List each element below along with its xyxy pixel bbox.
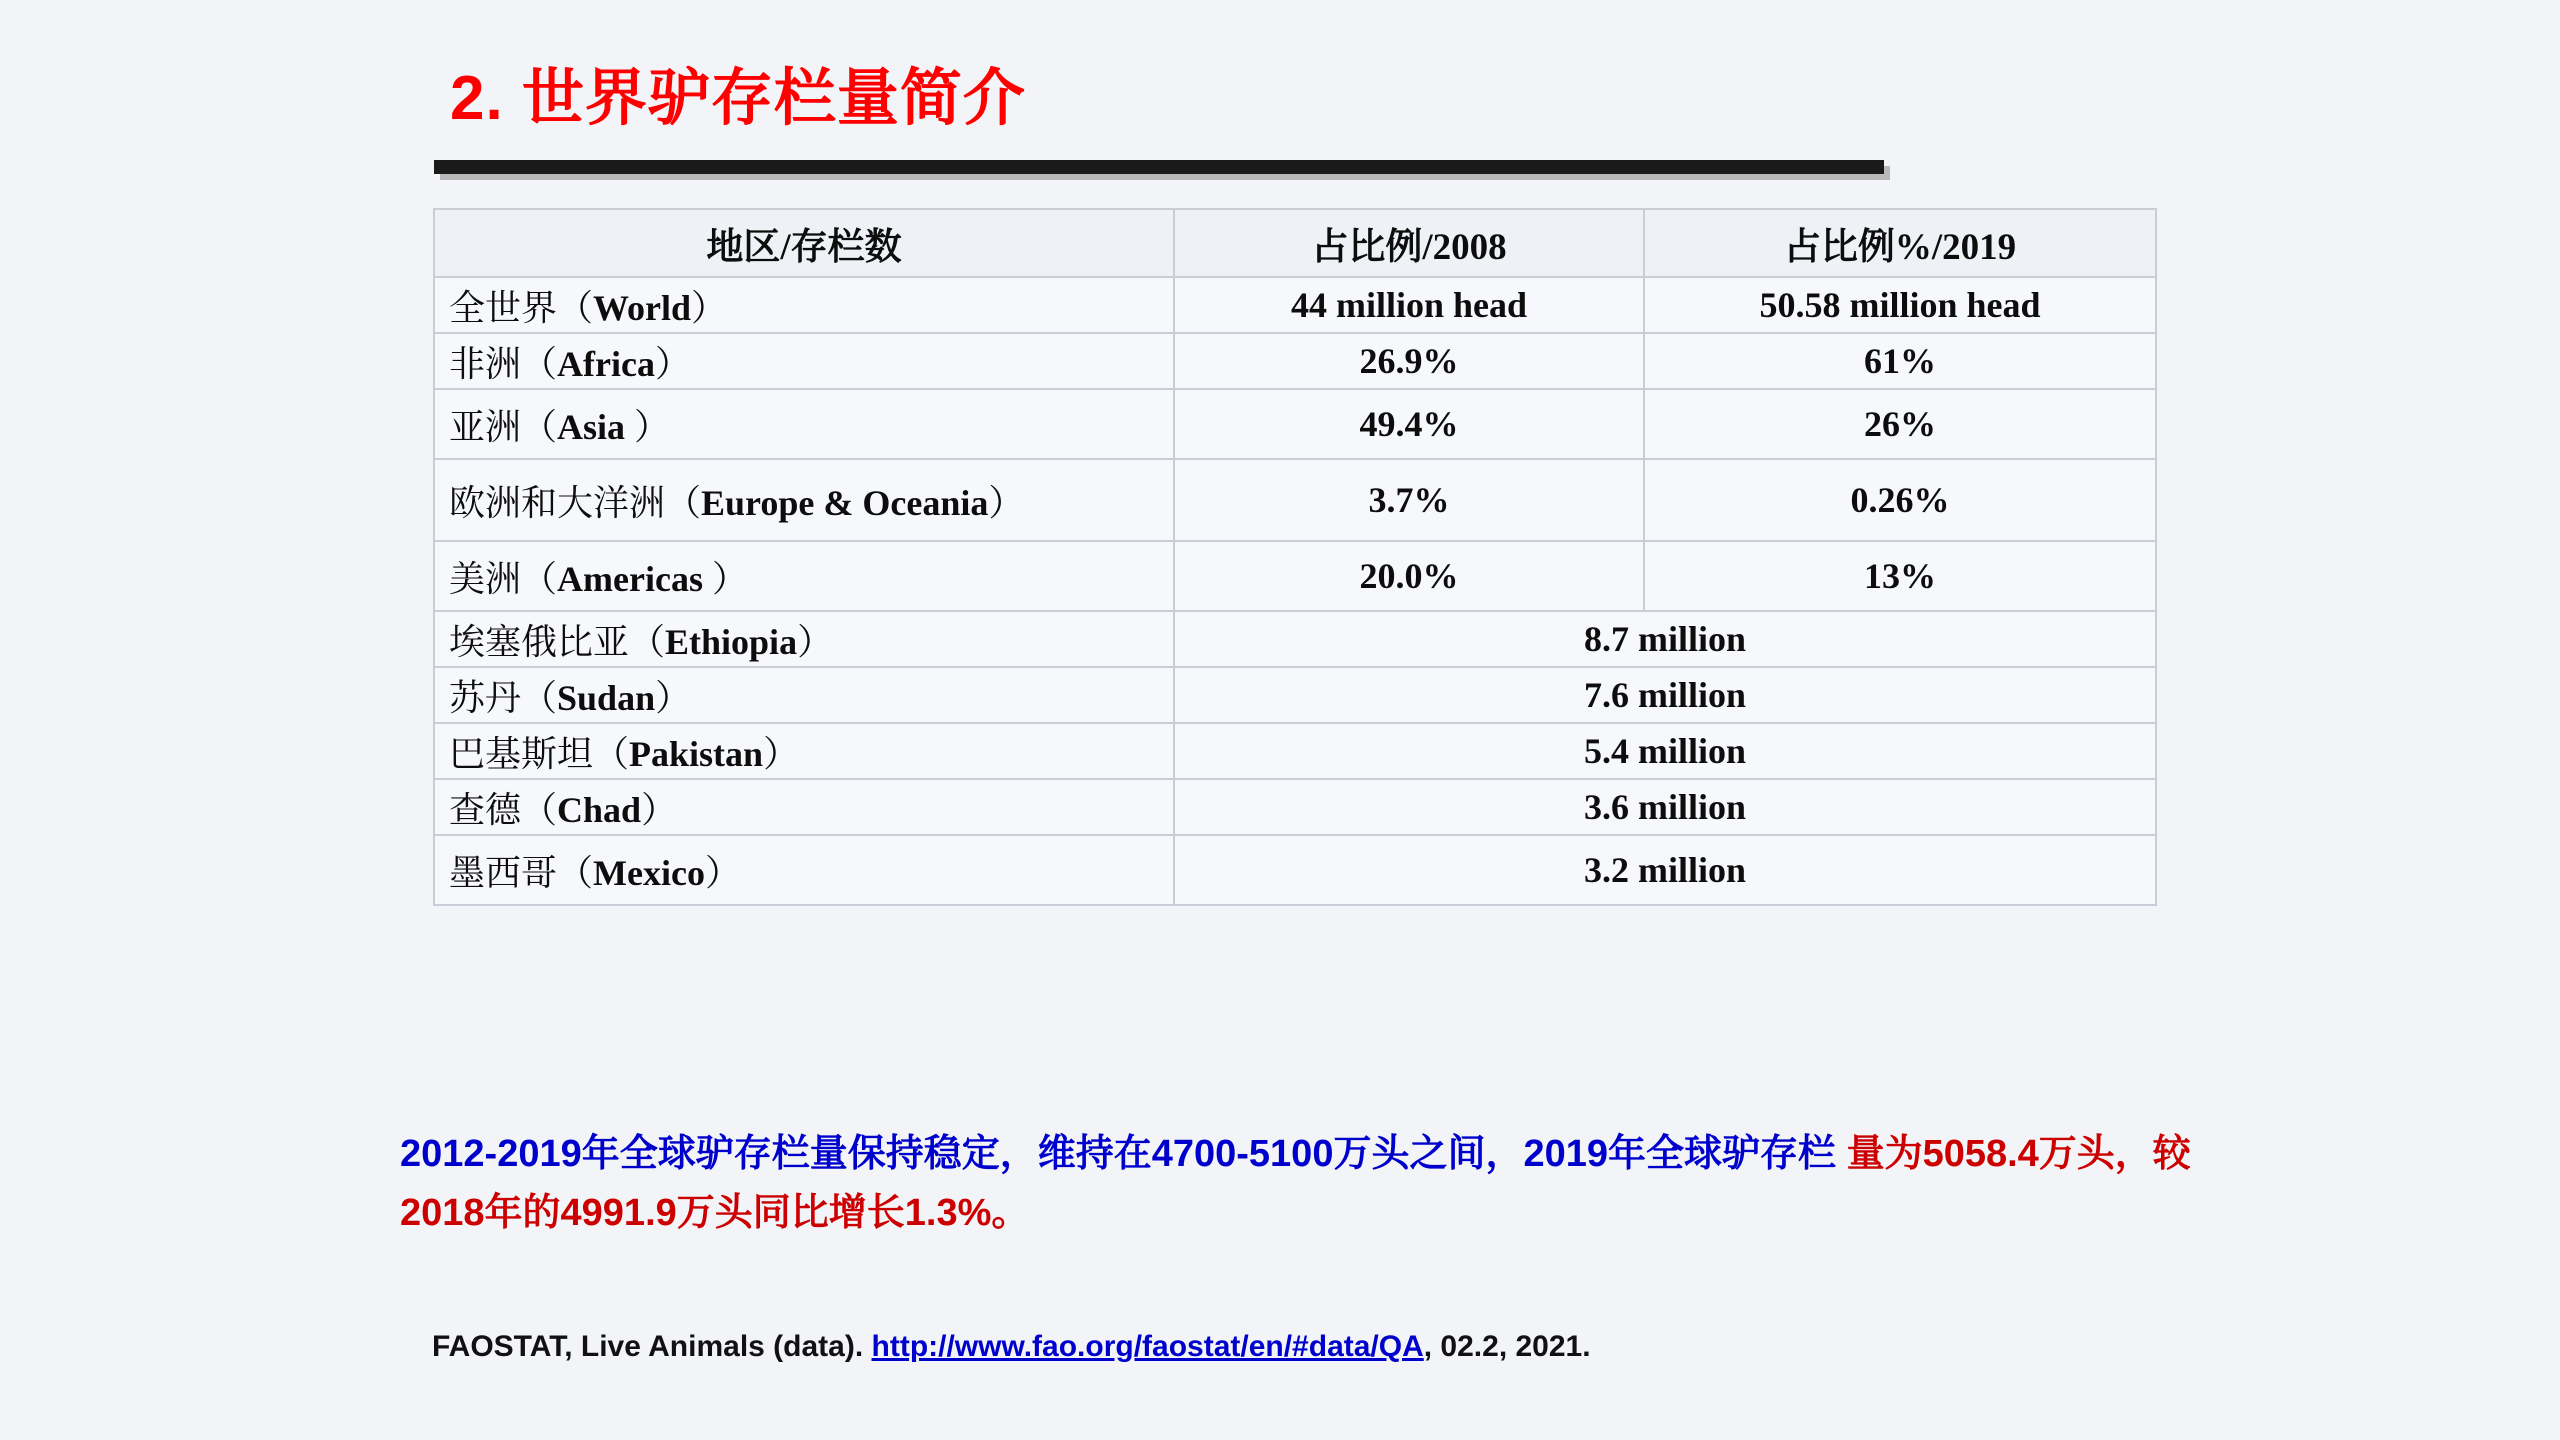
- table-cell-region: 全世界（World）: [434, 277, 1174, 333]
- table-row: [434, 277, 2156, 333]
- table-cell-region: 墨西哥（Mexico）: [434, 835, 1174, 905]
- table-cell-value-2019: 61%: [1644, 333, 2156, 389]
- table-cell-region: 美洲（Americas ）: [434, 541, 1174, 611]
- table-row: [434, 667, 2156, 723]
- table-row: [434, 459, 2156, 541]
- donkey-population-table: [433, 208, 2155, 906]
- table-row: [434, 723, 2156, 779]
- table-cell-value-2008: 49.4%: [1174, 389, 1644, 459]
- source-citation: [432, 1330, 1591, 1364]
- summary-note: [400, 1125, 2200, 1243]
- table-header-cell-2: 占比例%/2019: [1644, 209, 2156, 277]
- table-cell-value-merged: 5.4 million: [1174, 723, 2156, 779]
- table-cell-region: 欧洲和大洋洲（Europe & Oceania）: [434, 459, 1174, 541]
- table-row: [434, 333, 2156, 389]
- table-cell-region: 亚洲（Asia ）: [434, 389, 1174, 459]
- source-prefix: FAOSTAT, Live Animals (data).: [432, 1330, 872, 1363]
- table-cell-value-merged: 8.7 million: [1174, 611, 2156, 667]
- table: [433, 208, 2157, 906]
- table-header-row: [434, 209, 2156, 277]
- table-cell-region: 非洲（Africa）: [434, 333, 1174, 389]
- table-cell-value-2008: 44 million head: [1174, 277, 1644, 333]
- table-cell-value-2008: 26.9%: [1174, 333, 1644, 389]
- table-cell-value-2019: 50.58 million head: [1644, 277, 2156, 333]
- table-header-cell-1: 占比例/2008: [1174, 209, 1644, 277]
- table-row: [434, 611, 2156, 667]
- page-title: 2. 世界驴存栏量简介: [450, 64, 1026, 133]
- table-cell-value-merged: 3.2 million: [1174, 835, 2156, 905]
- table-cell-value-merged: 3.6 million: [1174, 779, 2156, 835]
- table-row: [434, 541, 2156, 611]
- table-cell-region: 苏丹（Sudan）: [434, 667, 1174, 723]
- table-cell-value-2019: 26%: [1644, 389, 2156, 459]
- source-link[interactable]: http://www.fao.org/faostat/en/#data/QA: [871, 1330, 1424, 1363]
- table-cell-value-2019: 13%: [1644, 541, 2156, 611]
- summary-note-line2: 量为5058.4万头，较2018年的4991.9万头同比增长1.3%。: [400, 1133, 2191, 1234]
- table-cell-value-merged: 7.6 million: [1174, 667, 2156, 723]
- table-header-cell-0: 地区/存栏数: [434, 209, 1174, 277]
- table-cell-region: 巴基斯坦（Pakistan）: [434, 723, 1174, 779]
- title-divider: [434, 160, 1884, 174]
- table-row: [434, 779, 2156, 835]
- table-cell-value-2019: 0.26%: [1644, 459, 2156, 541]
- table-cell-value-2008: 3.7%: [1174, 459, 1644, 541]
- table-cell-region: 查德（Chad）: [434, 779, 1174, 835]
- summary-note-line1: 2012-2019年全球驴存栏量保持稳定，维持在4700-5100万头之间，2019年全球驴存栏: [400, 1133, 1836, 1175]
- table-row: [434, 389, 2156, 459]
- table-cell-value-2008: 20.0%: [1174, 541, 1644, 611]
- table-cell-region: 埃塞俄比亚（Ethiopia）: [434, 611, 1174, 667]
- source-suffix: , 02.2, 2021.: [1423, 1330, 1591, 1363]
- table-row: [434, 835, 2156, 905]
